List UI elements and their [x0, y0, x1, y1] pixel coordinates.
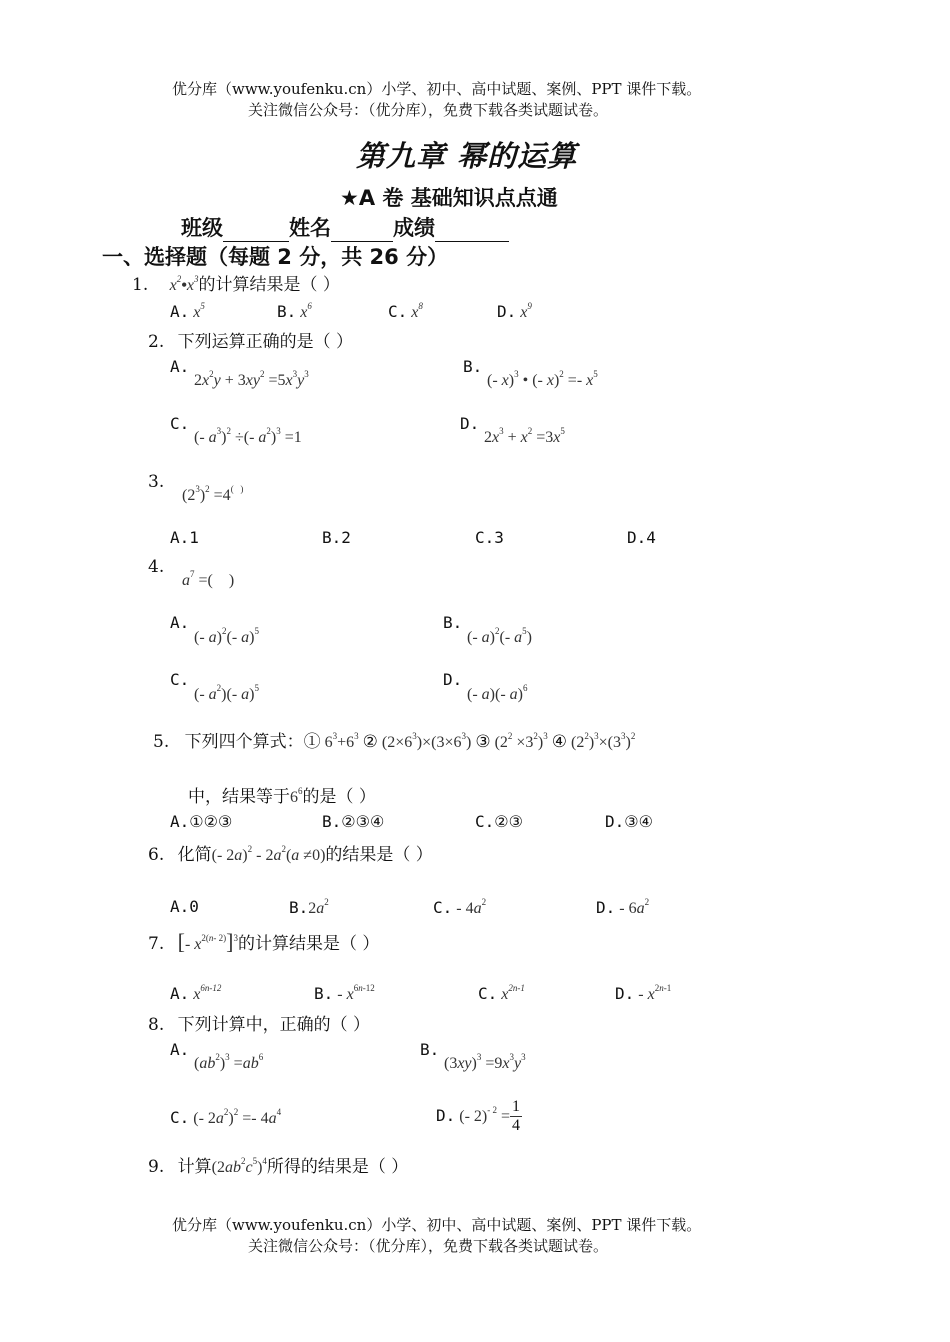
option-d[interactable]: D.③④: [605, 812, 653, 831]
option-d[interactable]: D.4: [627, 528, 656, 547]
question-text: 的是（ ）: [302, 787, 376, 807]
option-a[interactable]: A.1: [170, 528, 199, 547]
question-3-number: 3.: [148, 472, 165, 492]
option-a[interactable]: A.①②③: [170, 812, 233, 831]
header-line-1: 优分库（www.youfenku.cn）小学、初中、高中试题、案例、PPT 课件下载。: [172, 80, 702, 98]
option-b[interactable]: B.②③④: [322, 812, 385, 831]
question-4-number: 4.: [148, 557, 165, 577]
score-label: 成绩: [393, 216, 435, 240]
math-expression: (- $2a)^2 - 2a^2(a \ne 0)$: [211, 844, 326, 864]
expression-1: $6^3+6^3$: [320, 731, 359, 751]
option-c[interactable]: C. - $4a^2$: [433, 897, 487, 917]
question-6: [148, 840, 433, 865]
option-a-label[interactable]: A.: [170, 613, 190, 632]
option-a-expression: (- a)$^2$(- a)$^5$: [194, 626, 259, 646]
mark-4: ④: [551, 732, 567, 752]
question-text: 的计算结果是（ ）: [237, 934, 380, 954]
expression-4: $(2^2)^3\times(3^3)^2$: [567, 731, 636, 751]
option-c-label[interactable]: C.: [170, 670, 190, 689]
option-c[interactable]: C. (- $2a^2)^2 =- 4a^4$: [170, 1107, 282, 1127]
option-b-expression: (- a)$^2$(- $a^5$): [467, 626, 532, 646]
option-d-label[interactable]: D.: [443, 670, 463, 689]
question-number: 7.: [148, 934, 165, 954]
class-label: 班级: [181, 216, 223, 240]
question-text: 所得的结果是（ ）: [266, 1157, 409, 1177]
mark-1: ①: [303, 732, 321, 752]
name-label: 姓名: [289, 216, 331, 240]
footer-line-2: 关注微信公众号：（优分库），免费下载各类试题试卷。: [248, 1237, 609, 1255]
question-5-line-2: 中，结果等于$6^6$的是（ ）: [188, 786, 376, 807]
question-text: 下列计算中，正确的（ ）: [177, 1015, 371, 1035]
question-8: [148, 1010, 370, 1035]
option-c[interactable]: C. $x^{2n-1}$: [478, 983, 525, 1003]
option-d-label[interactable]: D.: [460, 414, 480, 433]
option-a-label[interactable]: A.: [170, 357, 190, 376]
option-c[interactable]: C. $x^8$: [388, 301, 423, 321]
question-text: 计算: [177, 1157, 212, 1177]
paper-subtitle: ★A 卷 基础知识点点通: [340, 186, 558, 210]
option-d-expression: (- a)(- a)$^6$: [467, 683, 528, 703]
option-b[interactable]: B. $x^6$: [277, 301, 312, 321]
mark-3: ③: [475, 732, 491, 752]
option-a[interactable]: A. $x^5$: [170, 301, 205, 321]
option-c-label[interactable]: C.: [170, 414, 190, 433]
question-number: 5.: [153, 732, 170, 752]
question-4-expression: $a^7$ =( ): [182, 569, 235, 589]
question-3-expression: $(2^3)^2 =4^{( )}$: [182, 484, 244, 504]
question-number: 1.: [132, 275, 149, 295]
option-b[interactable]: B.2: [322, 528, 351, 547]
option-c[interactable]: C.3: [475, 528, 504, 547]
question-number: 8.: [148, 1015, 165, 1035]
question-1: [132, 270, 340, 295]
expression-2: $(2\times 6^3)\times(3\times 6^3)$: [377, 731, 476, 751]
option-b-label[interactable]: B.: [463, 357, 483, 376]
option-a[interactable]: A. $x^{6n-12}$: [170, 983, 222, 1003]
question-9: [148, 1152, 408, 1177]
question-text: 下列四个算式：: [184, 732, 304, 752]
math-expression: $x^2•x^3$: [169, 274, 199, 294]
mark-2: ②: [362, 732, 378, 752]
math-expression: [- $x^{2(n- 2)}]^3$: [177, 929, 238, 954]
header-line-2: 关注微信公众号：（优分库），免费下载各类试题试卷。: [248, 101, 609, 119]
option-d[interactable]: D. - $6a^2$: [596, 897, 650, 917]
option-b[interactable]: $B.2a^2$: [289, 897, 329, 917]
option-c-expression: (- $a^2)(-$ a)$^5$: [194, 683, 259, 703]
question-number: 9.: [148, 1157, 165, 1177]
student-info-line: [181, 212, 509, 242]
section-heading: 一、选择题（每题 2 分，共 26 分）: [102, 245, 449, 269]
question-text: 下列运算正确的是（ ）: [177, 332, 354, 352]
question-text: 的计算结果是（ ）: [198, 275, 340, 295]
chapter-title: 第九章 幂的运算: [356, 139, 578, 173]
option-b-label[interactable]: B.: [443, 613, 463, 632]
footer-line-1: 优分库（www.youfenku.cn）小学、初中、高中试题、案例、PPT 课件下载。: [172, 1216, 702, 1234]
question-number: 6.: [148, 845, 165, 865]
option-b-expression: $(3xy)^3 =9x^3y^3$: [444, 1052, 526, 1072]
option-c-expression: (- $a^3)^2$ ÷(- $a^2)^3 =1$: [194, 426, 302, 446]
option-b-expression: (- x)$^3$ • (- $x)^2 =- x^5$: [487, 369, 598, 389]
question-number: 2.: [148, 332, 165, 352]
option-b[interactable]: B. - $x^{6n-12}$: [314, 983, 375, 1003]
question-2: [148, 327, 353, 352]
score-blank[interactable]: [435, 221, 509, 242]
option-a-label[interactable]: A.: [170, 1040, 190, 1059]
class-blank[interactable]: [223, 221, 289, 242]
option-a-expression: $(ab^2)^3 =ab^6$: [194, 1052, 264, 1072]
option-d[interactable]: D. (- 2)$^{- 2}$ = $\frac{1}{4}$: [436, 1098, 521, 1134]
math-expression: $(2ab^2c^5)^4$: [211, 1156, 267, 1176]
option-b-label[interactable]: B.: [420, 1040, 440, 1059]
option-d-expression: $2x^3 + x^2 =3x^5$: [484, 426, 565, 446]
option-d[interactable]: D. $x^9$: [497, 301, 532, 321]
question-text: 的结果是（ ）: [325, 845, 433, 865]
option-d[interactable]: D. - $x^{2n-1}$: [615, 983, 672, 1003]
question-text: 中，结果等于: [188, 787, 290, 807]
question-5: [153, 727, 635, 752]
name-blank[interactable]: [331, 221, 393, 242]
option-a-expression: $2x^2y + 3xy^2 =5x^3y^3$: [194, 369, 309, 389]
option-a[interactable]: A.0: [170, 897, 199, 916]
question-text: 化简: [177, 845, 212, 865]
question-7: [148, 929, 379, 955]
option-c[interactable]: C.②③: [475, 812, 523, 831]
expression-3: $(2^2 \times 3^2)^3$: [490, 731, 548, 751]
